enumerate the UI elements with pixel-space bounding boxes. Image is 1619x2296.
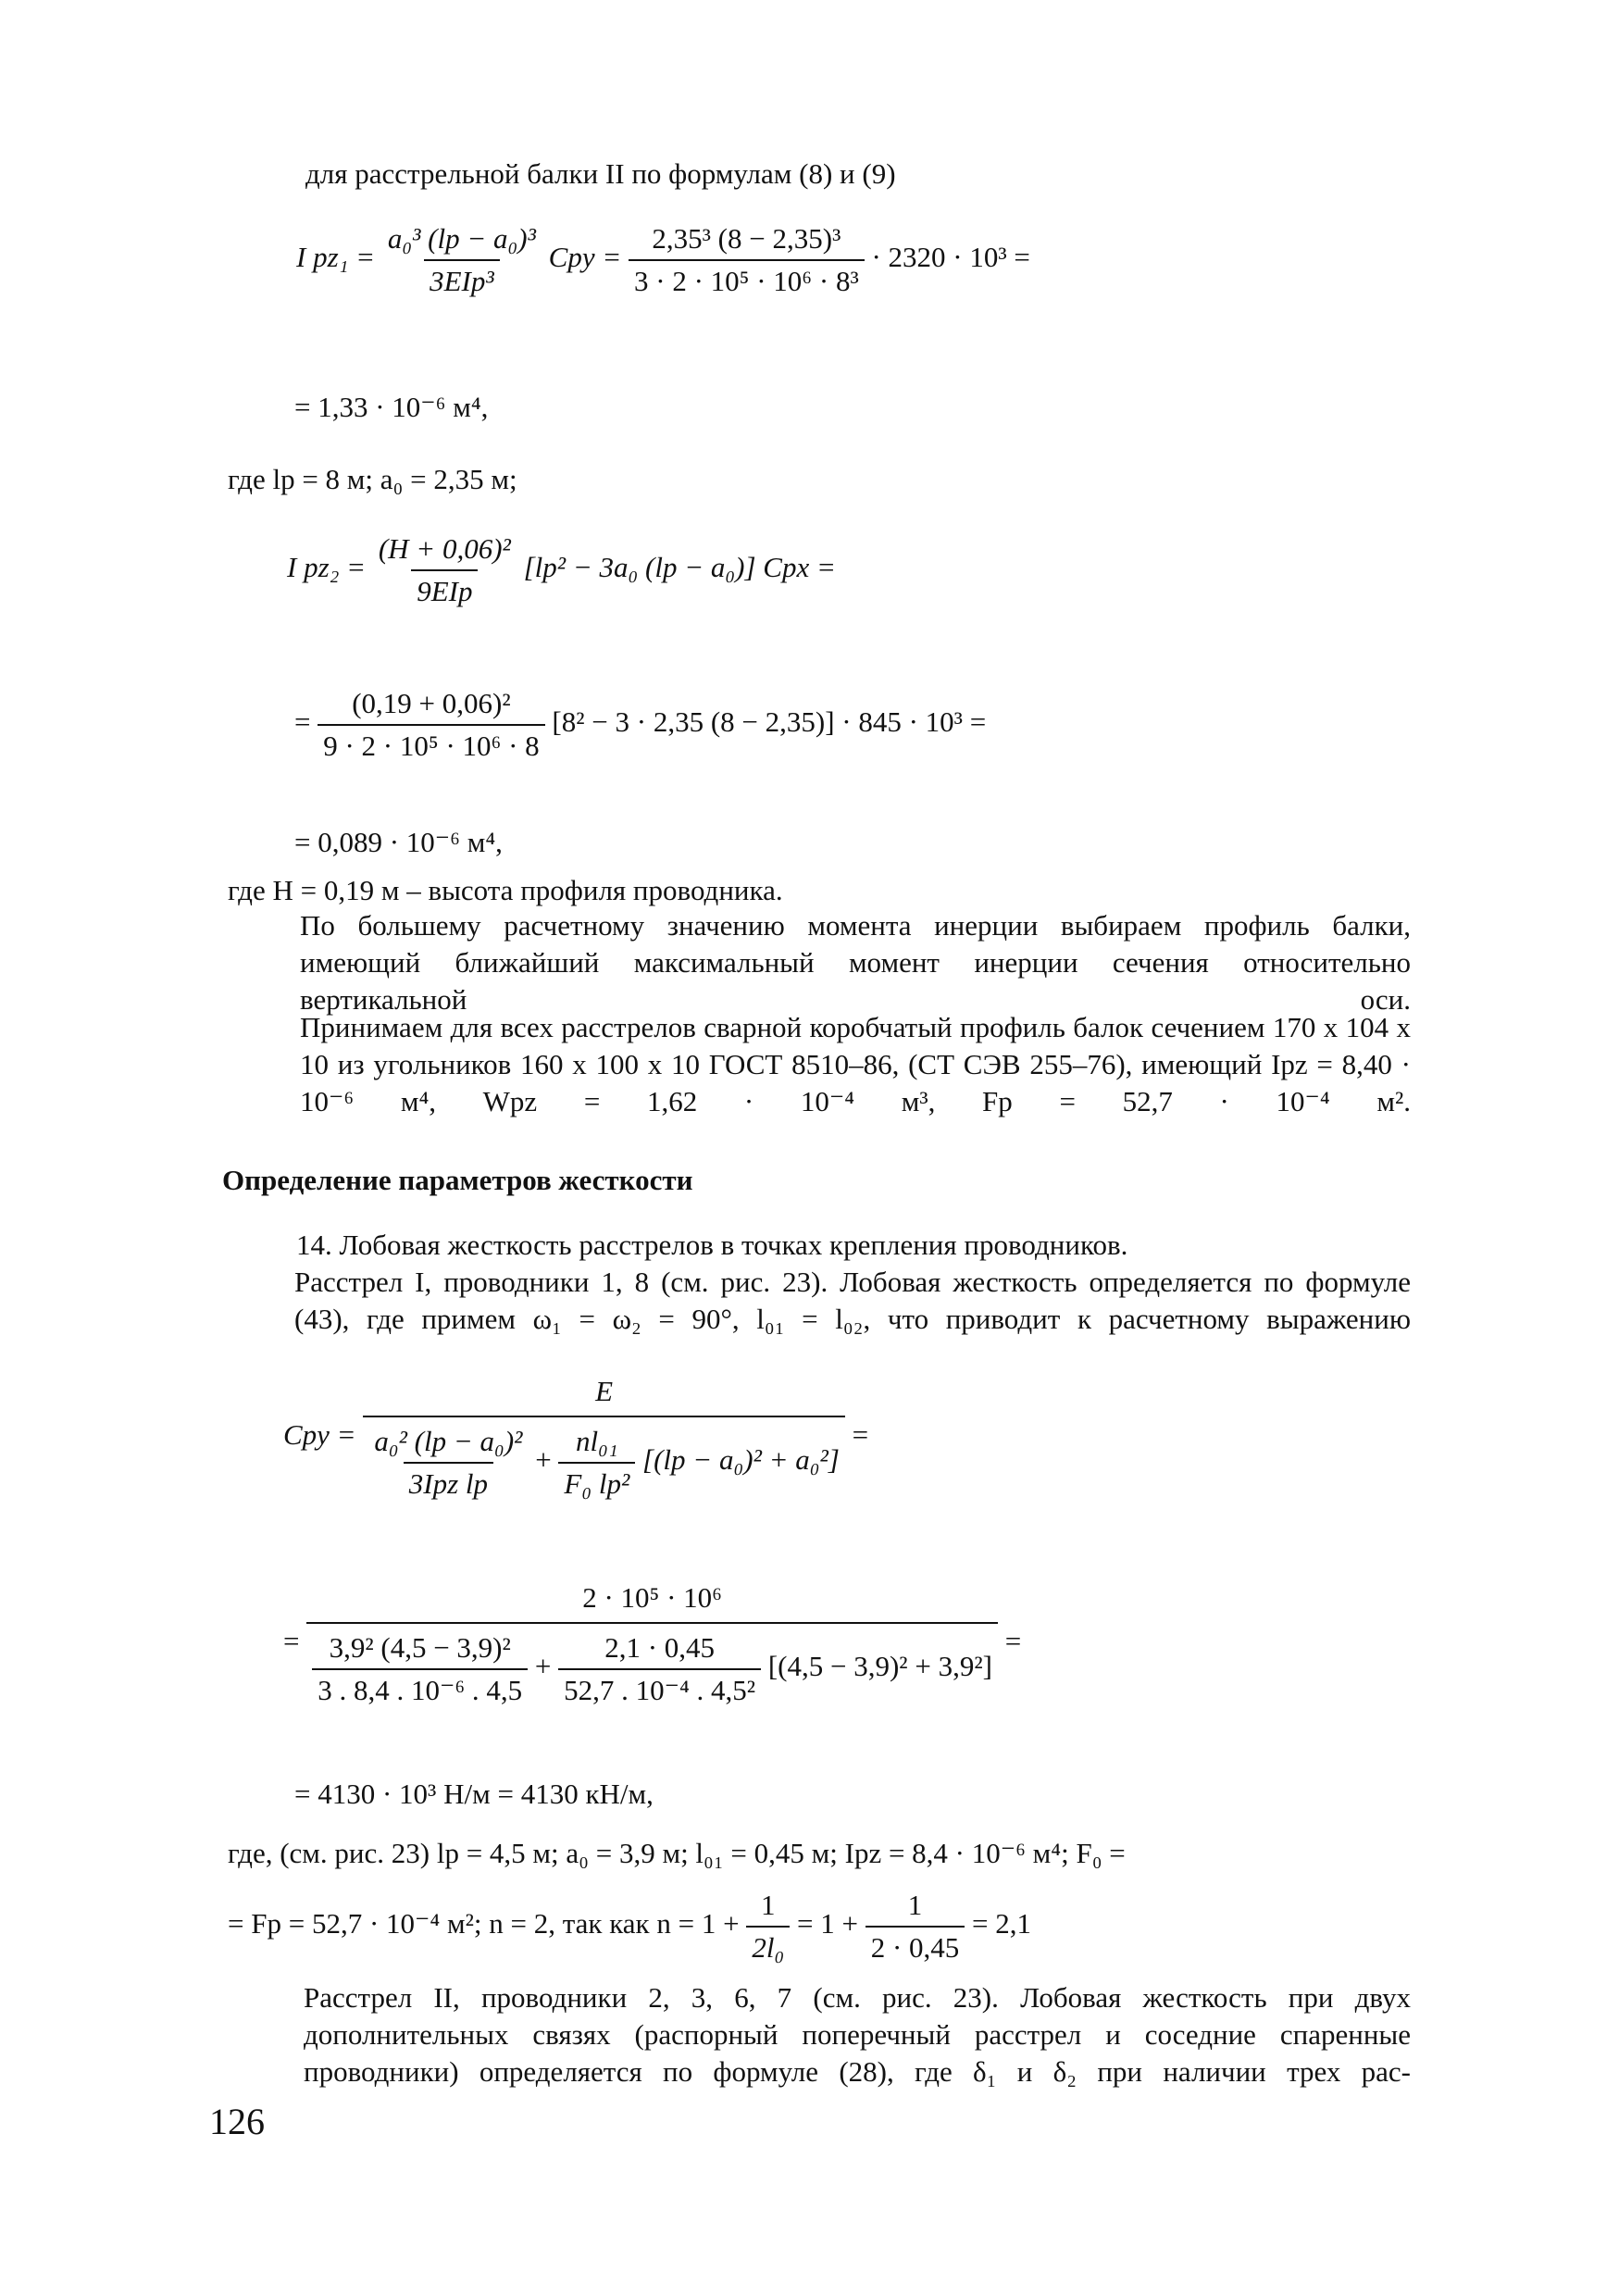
eq1-fraction-numeric <box>629 222 865 298</box>
eq5-f1-den: 2l₀ <box>746 1926 790 1965</box>
eq4-b-den: 52,7 . 10⁻⁴ . 4,5² <box>558 1668 761 1707</box>
where-line-1: где lp = 8 м; a₀ = 2,35 м; <box>228 463 517 495</box>
where-line-3: где, (см. рис. 23) lp = 4,5 м; a₀ = 3,9 м; l₀₁ = 0,45 м; Ipz = 8,4 · 10⁻⁶ м⁴; F₀ = <box>228 1837 1126 1869</box>
eq3-a-num: a₀² (lp − a₀)² <box>374 1425 523 1457</box>
eq1-tail: · 2320 · 10³ = <box>871 241 1030 274</box>
eq2-den: 9EIp <box>411 569 478 608</box>
eq4-b-num: 2,1 · 0,45 <box>604 1631 716 1664</box>
eq3-frac-b <box>558 1425 635 1501</box>
eq4-lhs: = <box>283 1625 300 1658</box>
eq5-fraction-1 <box>746 1889 790 1965</box>
eq2-lhs: I pz₂ = <box>287 551 367 584</box>
eq1-mid: Cpy = <box>548 241 622 274</box>
eq3-frac-a <box>368 1425 528 1501</box>
paragraph-item-14: 14. Лобовая жесткость расстрелов в точках крепления проводников. <box>296 1229 1128 1261</box>
eq3-denominator: $\frac{\text{a₀² (lp − a₀)²}}{\text{3Ipz lp}}$ + $\frac{\text{nl₀₁}}{\text{F₀ lp²}}$ [(lp − a₀)² + a₀²] <box>363 1416 845 1501</box>
eq4-a-den: 3 . 8,4 . 10⁻⁶ . 4,5 <box>312 1668 528 1707</box>
page-number: 126 <box>209 2101 265 2142</box>
eq4-result: = 4130 · 10³ Н/м = 4130 кН/м, <box>294 1778 654 1810</box>
equation-ipz1 <box>296 222 1030 298</box>
eq3-b-den: F₀ lp² <box>558 1462 635 1501</box>
eq4-main-fraction <box>306 1581 998 1707</box>
equation-n <box>228 1889 1031 1965</box>
paragraph-rasstrel-2: Расстрел II, проводники 2, 3, 6, 7 (см. рис. 23). Лобовая жесткость при двух дополнительных связях (распорный поперечный расстрел и соседние спаренные проводники) определяется по формуле (28), где δ₁ и δ₂ при наличии трех рас- <box>304 1981 1411 2088</box>
eq1-num2: 2,35³ (8 − 2,35)³ <box>652 222 841 255</box>
eq1-den2: 3 · 2 · 10⁵ · 10⁶ · 8³ <box>629 259 865 298</box>
where-line-2: где H = 0,19 м – высота профиля проводника. <box>228 874 783 906</box>
eq3-main-fraction <box>363 1375 845 1501</box>
eq4-frac-a <box>312 1631 528 1707</box>
eq5-mid: = 1 + <box>796 1907 858 1940</box>
eq3-eq-sign: = <box>852 1418 869 1452</box>
paragraph-moment-choice: По большему расчетному значению момента инерции выбираем профиль балки, имеющий ближайший максимальный момент инерции сечения относительно вертикальной оси. <box>300 909 1411 1016</box>
equation-cpy <box>283 1375 868 1501</box>
equation-ipz2-numeric: = $\frac{\text{(0,19 + 0,06)²}}{\text{9 · 2 · 10⁵ · 10⁶ · 8}}$ [8² − 3 · 2,35 (8 − 2,35)] · 845 · 10³ = <box>294 687 987 762</box>
eq2-tail: [lp² − 3a₀ (lp − a₀)] Cpx = <box>523 551 836 584</box>
eq4-frac-b <box>558 1631 761 1707</box>
paragraph-profile: Принимаем для всех расстрелов сварной коробчатый профиль балок сечением 170 x 104 x 10 из угольников 160 x 100 x 10 ГОСТ 8510–86, (СТ СЭВ 255–76), имеющий Ipz = 8,40 · 10⁻⁶ м⁴, Wpz = 1,62 · 10⁻⁴ м³, Fp = 52,7 · 10⁻⁴ м². <box>300 1011 1411 1117</box>
eq5-fraction-2 <box>866 1889 965 1965</box>
eq1-result: = 1,33 · 10⁻⁶ м⁴, <box>294 391 489 423</box>
eq5-f1-num: 1 <box>761 1889 776 1921</box>
eq2b-fraction <box>318 687 544 763</box>
eq1-num1: a₀³ (lp − a₀)³ <box>387 222 536 255</box>
section-heading: Определение параметров жесткости <box>222 1164 693 1196</box>
eq3-b-num: nl₀₁ <box>576 1425 618 1457</box>
eq4-eq-sign: = <box>1004 1625 1022 1658</box>
eq1-fraction-symbolic <box>382 222 542 298</box>
eq4-denominator: $\frac{\text{3,9² (4,5 − 3,9)²}}{\text{3 . 8,4 . 10⁻⁶ . 4,5}}$ + $\frac{2,1 \cdot 0,45}{\text{52,7 . 10⁻⁴ . 4,5²}}$ [(4,5 − 3,9)² + 3,9²] <box>306 1622 998 1707</box>
eq5-f2-num: 1 <box>907 1889 923 1921</box>
eq2-num: (H + 0,06)² <box>378 532 511 565</box>
eq5-tail: = 2,1 <box>972 1907 1032 1940</box>
eq3-top: E <box>595 1375 614 1407</box>
eq5-lead: = Fp = 52,7 · 10⁻⁴ м²; n = 2, так как n = 1 + <box>228 1907 740 1940</box>
equation-ipz2 <box>287 532 836 608</box>
intro-line: для расстрельной балки II по формулам (8) и (9) <box>305 157 896 190</box>
eq3-bracket: [(lp − a₀)² + a₀²] <box>642 1443 840 1477</box>
paragraph-rasstrel-1: Расстрел I, проводники 1, 8 (см. рис. 23). Лобовая жесткость определяется по формуле (43), где примем ω₁ = ω₂ = 90°, l₀₁ = l₀₂, что приводит к расчетному выражению <box>294 1266 1411 1335</box>
eq1-den1: 3EIp³ <box>424 259 500 298</box>
eq3-lhs: Cpy = <box>283 1418 356 1452</box>
eq5-f2-den: 2 · 0,45 <box>866 1926 965 1965</box>
eq4-bracket: [(4,5 − 3,9)² + 3,9²] <box>767 1650 992 1683</box>
eq3-a-den: 3Ipz lp <box>404 1462 493 1501</box>
eq2b-num: (0,19 + 0,06)² <box>352 687 511 719</box>
eq4-top: 2 · 10⁵ · 10⁶ <box>582 1581 722 1614</box>
eq2b-tail: [8² − 3 · 2,35 (8 − 2,35)] · 845 · 10³ = <box>552 705 987 739</box>
equation-cpy-numeric <box>283 1581 1021 1707</box>
eq4-a-num: 3,9² (4,5 − 3,9)² <box>329 1631 511 1664</box>
eq1-lhs: I pz₁ = <box>296 241 376 274</box>
eq2-fraction <box>373 532 517 608</box>
eq2b-den: 9 · 2 · 10⁵ · 10⁶ · 8 <box>318 724 544 763</box>
eq2-result: = 0,089 · 10⁻⁶ м⁴, <box>294 826 503 858</box>
